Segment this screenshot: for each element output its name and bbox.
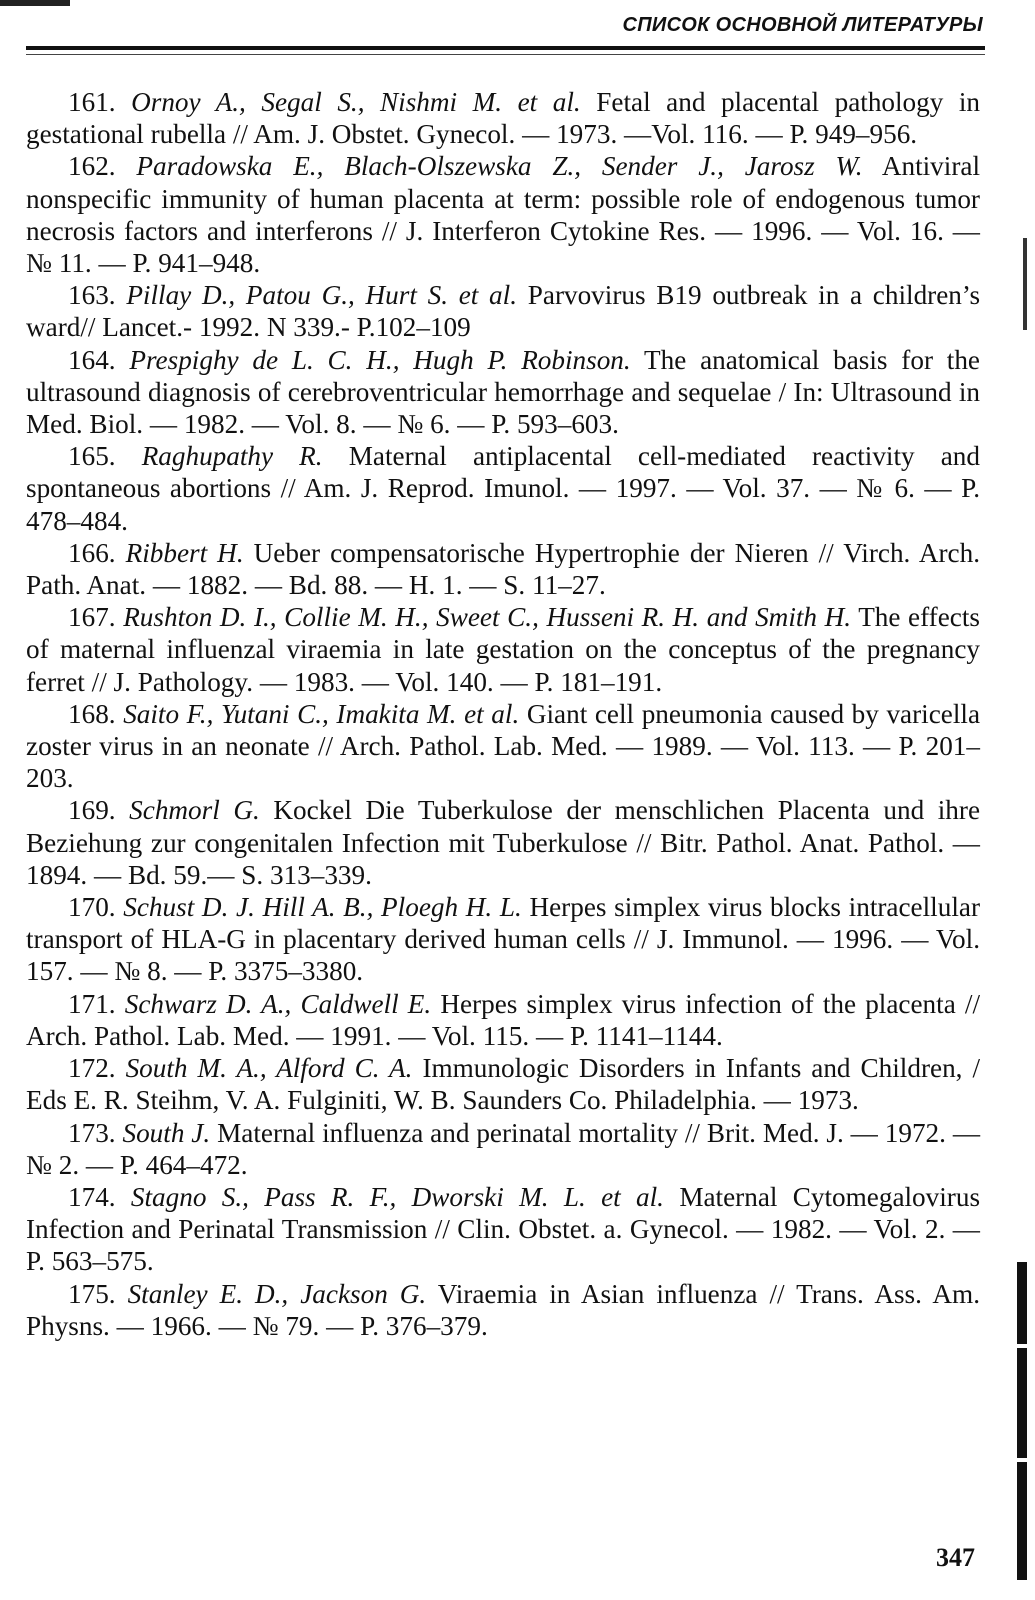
running-title: СПИСОК ОСНОВНОЙ ЛИТЕРАТУРЫ: [622, 14, 983, 36]
header-rule-thin: [26, 54, 985, 55]
reference-entry: [26, 1278, 980, 1342]
reference-entry: [26, 344, 980, 441]
reference-number: 169.: [68, 795, 116, 826]
reference-text: Maternal antiplacental cell-mediated reactivity and spontaneous abortions // Am. J. Reprod. Imunol. — 1997. — Vol. 37. — № 6. — P. 478–484.: [26, 441, 980, 536]
reference-entry: [26, 1117, 980, 1181]
reference-number: 164.: [68, 344, 116, 375]
reference-text: Parvovirus B19 outbreak in a children’s ward// Lancet.- 1992. N 339.- P.102–109: [26, 280, 981, 343]
reference-authors: Saito F., Yutani C., Imakita M. et al.: [123, 698, 520, 729]
reference-authors: South J.: [122, 1117, 211, 1148]
reference-number: 162.: [68, 151, 116, 182]
reference-entry: [26, 1052, 980, 1116]
reference-text: Maternal Cytomegalovirus Infection and Perinatal Transmission // Clin. Obstet. a. Gynecol. — 1982. — Vol. 2. —P. 563–575.: [26, 1181, 981, 1277]
reference-authors: Rushton D. I., Collie M. H., Sweet C., Husseni R. H. and Smith H.: [123, 602, 852, 633]
reference-authors: Schwarz D. A., Caldwell E.: [124, 988, 432, 1019]
reference-authors: Paradowska E., Blach-Olszewska Z., Sender J., Jarosz W.: [136, 151, 863, 182]
reference-text: Ueber compensatorische Hypertrophie der Nieren // Virch. Arch. Path. Anat. — 1882. — Bd. 88. — H. 1. — S. 11–27.: [26, 537, 981, 601]
reference-authors: Raghupathy R.: [141, 441, 323, 472]
reference-entry: [26, 988, 980, 1052]
reference-number: 174.: [68, 1181, 116, 1212]
reference-text: Giant cell pneumonia caused by varicella zoster virus in an neonate // Arch. Pathol. Lab. Med. — 1989. — Vol. 113. — P. 201–203.: [26, 698, 981, 794]
reference-number: 161.: [68, 87, 116, 117]
reference-text: Fetal and placental pathology in gestational rubella // Am. J. Obstet. Gynecol. — 1973. —Vol. 116. — P. 949–956.: [26, 87, 981, 150]
reference-authors: Ornoy A., Segal S., Nishmi M. et al.: [131, 87, 581, 117]
reference-authors: Ribbert H.: [125, 537, 244, 568]
reference-number: 171.: [68, 988, 116, 1019]
reference-entry: [26, 537, 980, 601]
scan-edge-mark: [0, 0, 70, 6]
reference-authors: Schust D. J. Hill A. B., Ploegh H. L.: [123, 892, 522, 923]
reference-entry: [26, 601, 980, 698]
reference-text: Herpes simplex virus blocks intracellular transport of HLA-G in placentary derived human cells // J. Immunol. — 1996. — Vol. 157. — № 8. — P. 3375–3380.: [26, 892, 980, 987]
reference-entry: [26, 86, 980, 150]
reference-number: 172.: [68, 1053, 116, 1084]
header-rule: [26, 46, 985, 50]
reference-number: 175.: [68, 1278, 116, 1309]
reference-entry: [26, 279, 980, 343]
reference-text: Antiviral nonspecific immunity of human placenta at term: possible role of endogenous tumor necrosis factors and interferons // J. Interferon Cytokine Res. — 1996. — Vol. 16. — № 11. — P. 941–948.: [26, 151, 981, 279]
reference-entry: [26, 698, 980, 795]
reference-authors: Stagno S., Pass R. F., Dworski M. L. et al.: [130, 1181, 664, 1212]
reference-authors: Schmorl G.: [129, 795, 260, 826]
reference-number: 170.: [68, 892, 116, 923]
reference-text: The effects of maternal influenzal viraemia in late gestation on the conceptus of the pregnancy ferret // J. Pathology. — 1983. — Vol. 140. — P. 181–191.: [26, 602, 981, 697]
reference-number: 163.: [68, 280, 116, 311]
reference-number: 173.: [68, 1117, 116, 1148]
page-number: 347: [936, 1543, 975, 1572]
reference-text: Kockel Die Tuberkulose der menschlichen Placenta und ihre Beziehung zur congenitalen Infection mit Tuberkulose // Bitr. Pathol. Anat. Pathol. — 1894. — Bd. 59.— S. 313–339.: [26, 795, 981, 890]
reference-authors: Prespighy de L. C. H., Hugh P. Robinson.: [129, 344, 631, 375]
reference-number: 165.: [68, 441, 116, 472]
reference-number: 166.: [68, 537, 116, 568]
reference-authors: Pillay D., Patou G., Hurt S. et al.: [126, 280, 518, 311]
reference-number: 168.: [68, 698, 116, 729]
reference-text: Maternal influenza and perinatal mortality // Brit. Med. J. — 1972. — № 2. — P. 464–472.: [26, 1117, 981, 1180]
reference-list: [26, 86, 980, 1342]
reference-authors: Stanley E. D., Jackson G.: [127, 1278, 427, 1309]
reference-entry: [26, 1181, 980, 1278]
scan-edge-bar: [1023, 238, 1027, 330]
reference-text: Immunologic Disorders in Infants and Children, / Eds E. R. Steihm, V. A. Fulginiti, W. B. Saunders Co. Philadelphia. — 1973.: [26, 1053, 981, 1116]
reference-entry: [26, 891, 980, 988]
reference-text: The anatomical basis for the ultrasound diagnosis of cerebroventricular hemorrhage and sequelae / In: Ultrasound in Med. Biol. — 1982. — Vol. 8. — № 6. — P. 593–603.: [26, 344, 981, 440]
scan-edge-bar: [1017, 1462, 1027, 1580]
scan-edge-bar: [1017, 1262, 1027, 1344]
reference-entry: [26, 794, 980, 891]
scan-edge-bar: [1017, 1348, 1027, 1458]
reference-authors: South M. A., Alford C. A.: [125, 1053, 413, 1084]
reference-entry: [26, 440, 980, 537]
reference-text: Herpes simplex virus infection of the placenta // Arch. Pathol. Lab. Med. — 1991. — Vol. 115. — P. 1141–1144.: [26, 988, 981, 1051]
reference-number: 167.: [68, 602, 116, 633]
reference-entry: [26, 150, 980, 279]
reference-text: Viraemia in Asian influenza // Trans. Ass. Am. Physns. — 1966. — № 79. — P. 376–379.: [26, 1278, 980, 1341]
